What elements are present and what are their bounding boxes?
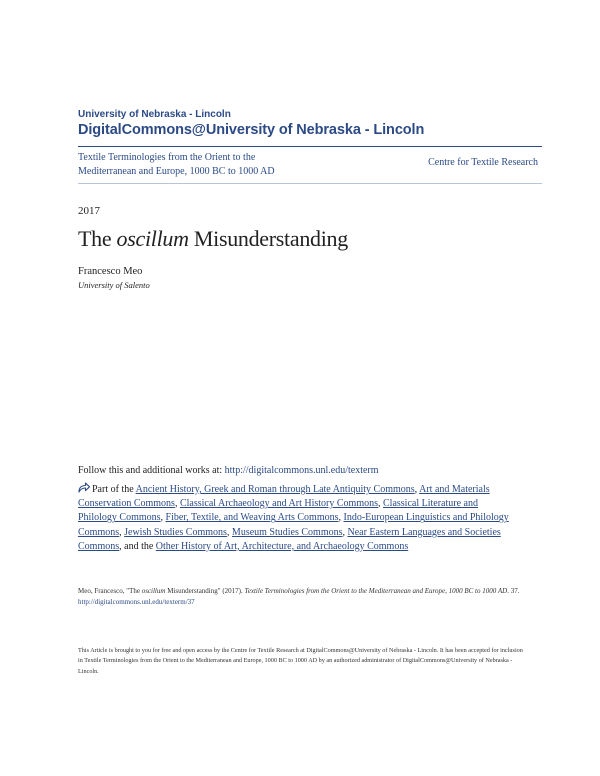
centre-link[interactable]: Centre for Textile Research — [428, 157, 538, 168]
separator: , — [342, 526, 348, 538]
title-suffix: Misunderstanding — [188, 226, 348, 251]
repository-name[interactable]: DigitalCommons@University of Nebraska - Lincoln — [78, 122, 425, 138]
title-prefix: The — [78, 226, 117, 251]
header-rule-bottom — [78, 183, 542, 184]
commons-link[interactable]: Classical Archaeology and Art History Commons — [179, 498, 378, 510]
citation-suffix: . 37. — [507, 587, 520, 595]
commons-link[interactable]: Jewish Studies Commons — [124, 526, 227, 538]
separator: , — [174, 498, 180, 510]
author-affiliation: University of Salento — [78, 280, 150, 290]
series-title-line2[interactable]: Mediterranean and Europe, 1000 BC to 1000 AD — [78, 166, 275, 177]
publication-year: 2017 — [78, 205, 100, 217]
share-icon[interactable] — [78, 482, 90, 493]
follow-url-link[interactable]: http://digitalcommons.unl.edu/texterm — [224, 465, 379, 476]
header-rule-top — [78, 146, 542, 147]
series-title-line1[interactable]: Textile Terminologies from the Orient to the — [78, 152, 256, 163]
separator: , — [226, 526, 232, 538]
citation-italic-word: oscillum — [141, 587, 166, 595]
commons-link[interactable]: Ancient History, Greek and Roman through Late Antiquity Commons — [135, 484, 415, 495]
citation-middle: Misunderstanding" (2017). — [165, 587, 245, 595]
separator: , — [414, 484, 420, 495]
commons-link[interactable]: Fiber, Textile, and Weaving Arts Commons — [165, 512, 339, 524]
title-italic: oscillum — [116, 226, 189, 251]
commons-link[interactable]: Art and Materials Conservation Commons — [78, 484, 490, 510]
separator: , — [338, 512, 344, 524]
and-the-text: , and the — [119, 540, 156, 552]
institution-name[interactable]: University of Nebraska - Lincoln — [78, 109, 231, 120]
follow-label: Follow this and additional works at: — [78, 465, 225, 476]
follow-line — [78, 465, 379, 476]
citation-source: Textile Terminologies from the Orient to the Mediterranean and Europe, 1000 BC to 1000 AD — [244, 587, 508, 595]
separator: , — [119, 526, 125, 538]
commons-link[interactable]: Classical Literature and Philology Commons — [78, 498, 478, 524]
citation-prefix: Meo, Francesco, "The — [78, 587, 142, 595]
commons-link[interactable]: Other History of Art, Architecture, and Archaeology Commons — [155, 540, 409, 552]
part-of-commons — [78, 482, 518, 554]
separator: , — [378, 498, 383, 510]
commons-link[interactable]: Near Eastern Languages and Societies Commons — [78, 526, 501, 552]
recommended-citation — [78, 586, 528, 607]
commons-link[interactable]: Indo-European Linguistics and Philology Commons — [78, 512, 509, 538]
article-title — [78, 226, 348, 252]
author-name: Francesco Meo — [78, 266, 143, 277]
access-statement: This Article is brought to you for free and open access by the Centre for Textile Research at DigitalCommons@University of Nebraska - Lincoln. It has been accepted for inclusion in Textile Terminologies from the Orient to the Mediterranean and Europe, 1000 BC to 1000 AD by an authorized administrator of DigitalCommons@University of Nebraska - Lincoln. — [78, 647, 523, 675]
part-of-prefix: Part of the — [92, 484, 136, 495]
series-title[interactable] — [78, 151, 338, 179]
citation-url-link[interactable]: http://digitalcommons.unl.edu/texterm/37 — [78, 597, 195, 606]
separator: , — [160, 512, 166, 524]
commons-link[interactable]: Museum Studies Commons — [231, 526, 343, 538]
